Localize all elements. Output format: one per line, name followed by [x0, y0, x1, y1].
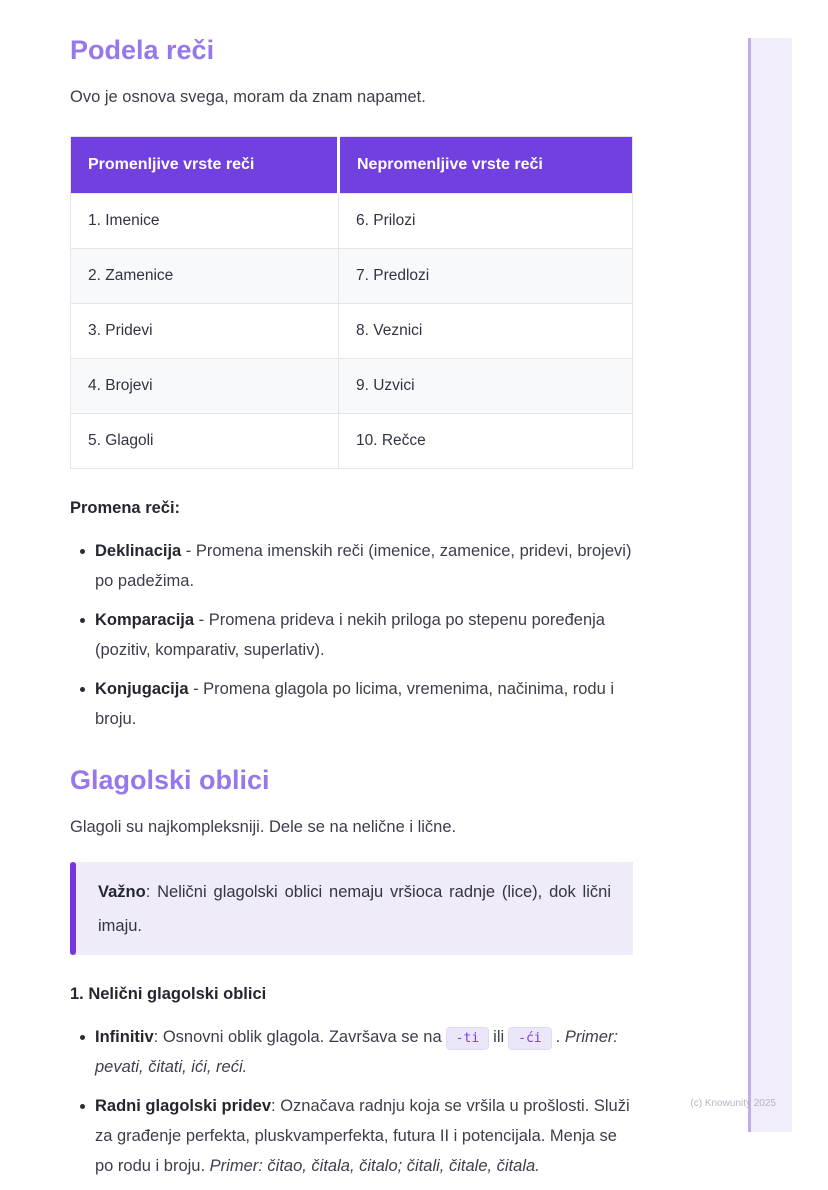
list-item-desc: - Promena prideva i nekih priloga po stepenu poređenja (pozitiv, komparativ, superlativ).: [95, 611, 605, 659]
callout-text: [98, 875, 611, 943]
glagolski-intro-text: Glagoli su najkompleksniji. Dele se na nelične i lične.: [70, 818, 457, 836]
list-item-desc: : Označava radnju koja se vršila u prošlosti. Služi za građenje perfekta, pluskvamperfekta, futura II i potencijala. Menja se po rodu i broju.: [95, 1097, 630, 1175]
code-chip-ci: -ći: [508, 1027, 551, 1050]
column-header-nepromenljive: Nepromenljive vrste reči: [339, 137, 633, 194]
table-cell: 7. Predlozi: [339, 249, 633, 304]
list-item-term: Komparacija: [95, 611, 195, 629]
vazno-callout: [70, 862, 633, 955]
table-cell: 10. Rečce: [339, 414, 633, 469]
intro-text: Ovo je osnova svega, moram da znam napamet.: [70, 88, 426, 106]
list-item: [70, 536, 634, 596]
table-row: [71, 359, 633, 414]
list-item-term: Deklinacija: [95, 542, 182, 560]
document-content: [70, 0, 634, 1190]
table-cell: 1. Imenice: [71, 194, 339, 249]
list-item-desc: .: [555, 1028, 565, 1046]
list-item: [70, 1022, 634, 1082]
list-item: [70, 674, 634, 734]
list-item-term: Konjugacija: [95, 680, 189, 698]
word-types-table: [70, 136, 633, 469]
table-row: [71, 414, 633, 469]
table-cell: 3. Pridevi: [71, 304, 339, 359]
page-edge-strip: [748, 38, 792, 1132]
table-row: [71, 304, 633, 359]
list-item-desc: ili: [493, 1028, 505, 1046]
list-item-desc: - Promena imenskih reči (imenice, zamenice, pridevi, brojevi) po padežima.: [95, 542, 632, 590]
list-item-desc: - Promena glagola po licima, vremenima, načinima, rodu i broju.: [95, 680, 615, 728]
callout-term: Važno: [98, 883, 146, 901]
promena-list: [70, 536, 634, 734]
table-cell: 6. Prilozi: [339, 194, 633, 249]
example-text: Primer: čitao, čitala, čitalo; čitali, čitale, čitala.: [209, 1157, 540, 1175]
list-item-term: Radni glagolski pridev: [95, 1097, 272, 1115]
table-row: [71, 194, 633, 249]
page-title: Podela reči: [70, 35, 215, 65]
list-item-desc: : Osnovni oblik glagola. Završava se na: [153, 1028, 442, 1046]
callout-rest: : Nelični glagolski oblici nemaju vršioca radnje (lice), dok lični imaju.: [98, 883, 611, 935]
table-header-row: [71, 137, 633, 194]
glagolski-oblici-title: Glagolski oblici: [70, 765, 270, 795]
example-text: Primer: pevati, čitati, ići, reći.: [95, 1028, 618, 1076]
table-cell: 8. Veznici: [339, 304, 633, 359]
list-item: [70, 1091, 634, 1181]
list-item-term: Infinitiv: [95, 1028, 154, 1046]
table-cell: 5. Glagoli: [71, 414, 339, 469]
list-item: [70, 605, 634, 665]
verb-forms-list: [70, 1022, 634, 1181]
code-chip-ti: -ti: [446, 1027, 489, 1050]
footer-credit: (c) Knowunity 2025: [690, 1098, 776, 1109]
table-cell: 4. Brojevi: [71, 359, 339, 414]
nelicni-oblici-heading: 1. Nelični glagolski oblici: [70, 985, 267, 1003]
callout-accent-bar: [70, 862, 76, 955]
promena-reci-heading: Promena reči:: [70, 499, 181, 517]
column-header-promenljive: Promenljive vrste reči: [71, 137, 339, 194]
table-cell: 9. Uzvici: [339, 359, 633, 414]
table-cell: 2. Zamenice: [71, 249, 339, 304]
table-row: [71, 249, 633, 304]
